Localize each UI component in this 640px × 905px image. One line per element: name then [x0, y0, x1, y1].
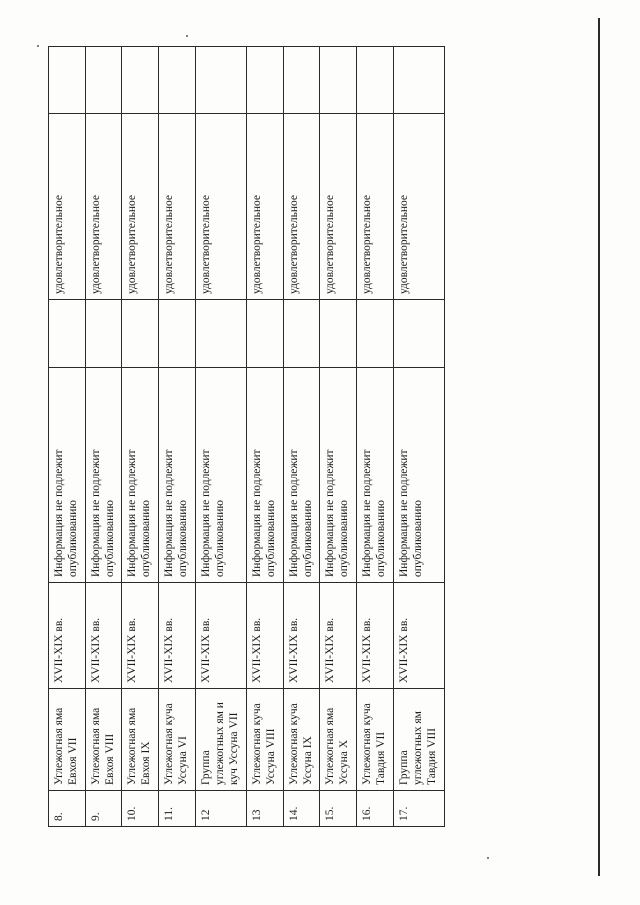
table-body [49, 47, 445, 827]
row-number-cell: 16. [356, 791, 393, 827]
condition-cell: удовлетворительное [195, 114, 246, 300]
object-name-cell: Углежогная яма Уссуна X [320, 689, 357, 791]
row-number-cell: 12 [195, 791, 246, 827]
condition-cell: удовлетворительное [85, 114, 122, 300]
condition-cell: удовлетворительное [122, 114, 159, 300]
scan-speck [186, 35, 188, 37]
location-info-cell: Информация не подлежит опубликованию [393, 368, 444, 583]
condition-cell: удовлетворительное [320, 114, 357, 300]
condition-cell: удовлетворительное [356, 114, 393, 300]
dating-cell: XVII-XIX вв. [283, 583, 320, 689]
empty-cell [158, 300, 195, 368]
location-info-cell: Информация не подлежит опубликованию [320, 368, 357, 583]
dating-cell: XVII-XIX вв. [122, 583, 159, 689]
condition-cell: удовлетворительное [393, 114, 444, 300]
location-info-cell: Информация не подлежит опубликованию [49, 368, 86, 583]
object-name-cell: Углежогная яма Евхоя VII [49, 689, 86, 791]
empty-cell [320, 47, 357, 114]
empty-cell [393, 300, 444, 368]
table-row [122, 47, 159, 827]
scan-edge-line [598, 18, 600, 876]
location-info-cell: Информация не подлежит опубликованию [283, 368, 320, 583]
object-name-cell: Группа углежогных ям и куч Уссуна VII [195, 689, 246, 791]
dating-cell: XVII-XIX вв. [320, 583, 357, 689]
row-number-cell: 13 [246, 791, 283, 827]
empty-cell [356, 300, 393, 368]
dating-cell: XVII-XIX вв. [195, 583, 246, 689]
table-row [320, 47, 357, 827]
empty-cell [283, 47, 320, 114]
empty-cell [246, 47, 283, 114]
location-info-cell: Информация не подлежит опубликованию [195, 368, 246, 583]
row-number-cell: 15. [320, 791, 357, 827]
object-name-cell: Углежогная яма Евхоя IX [122, 689, 159, 791]
row-number-cell: 11. [158, 791, 195, 827]
empty-cell [122, 47, 159, 114]
row-number-cell: 9. [85, 791, 122, 827]
row-number-cell: 17. [393, 791, 444, 827]
dating-cell: XVII-XIX вв. [85, 583, 122, 689]
empty-cell [158, 47, 195, 114]
dating-cell: XVII-XIX вв. [158, 583, 195, 689]
table-row [158, 47, 195, 827]
object-name-cell: Углежогная куча Уссуна VI [158, 689, 195, 791]
empty-cell [356, 47, 393, 114]
object-name-cell: Углежогная куча Тавдия VII [356, 689, 393, 791]
row-number-cell: 8. [49, 791, 86, 827]
empty-cell [49, 47, 86, 114]
empty-cell [49, 300, 86, 368]
dating-cell: XVII-XIX вв. [356, 583, 393, 689]
scan-speck [37, 45, 39, 47]
table-row [246, 47, 283, 827]
location-info-cell: Информация не подлежит опубликованию [158, 368, 195, 583]
table-row [356, 47, 393, 827]
object-name-cell: Углежогная куча Уссуна VIII [246, 689, 283, 791]
object-name-cell: Углежогная яма Евхоя VIII [85, 689, 122, 791]
empty-cell [195, 300, 246, 368]
table-row [393, 47, 444, 827]
row-number-cell: 10. [122, 791, 159, 827]
empty-cell [393, 47, 444, 114]
location-info-cell: Информация не подлежит опубликованию [122, 368, 159, 583]
condition-cell: удовлетворительное [283, 114, 320, 300]
table-row [85, 47, 122, 827]
object-name-cell: Углежогная куча Уссуна IX [283, 689, 320, 791]
object-name-cell: Группа углежогных ям Тавдия VIII [393, 689, 444, 791]
dating-cell: XVII-XIX вв. [393, 583, 444, 689]
scan-speck [487, 857, 489, 859]
empty-cell [85, 300, 122, 368]
empty-cell [246, 300, 283, 368]
dating-cell: XVII-XIX вв. [246, 583, 283, 689]
empty-cell [195, 47, 246, 114]
heritage-objects-table [48, 46, 445, 827]
empty-cell [122, 300, 159, 368]
location-info-cell: Информация не подлежит опубликованию [246, 368, 283, 583]
condition-cell: удовлетворительное [49, 114, 86, 300]
table-row [49, 47, 86, 827]
dating-cell: XVII-XIX вв. [49, 583, 86, 689]
table-row [283, 47, 320, 827]
condition-cell: удовлетворительное [158, 114, 195, 300]
row-number-cell: 14. [283, 791, 320, 827]
table-row [195, 47, 246, 827]
location-info-cell: Информация не подлежит опубликованию [85, 368, 122, 583]
rotated-table-wrapper [48, 47, 445, 827]
empty-cell [85, 47, 122, 114]
empty-cell [283, 300, 320, 368]
condition-cell: удовлетворительное [246, 114, 283, 300]
empty-cell [320, 300, 357, 368]
location-info-cell: Информация не подлежит опубликованию [356, 368, 393, 583]
